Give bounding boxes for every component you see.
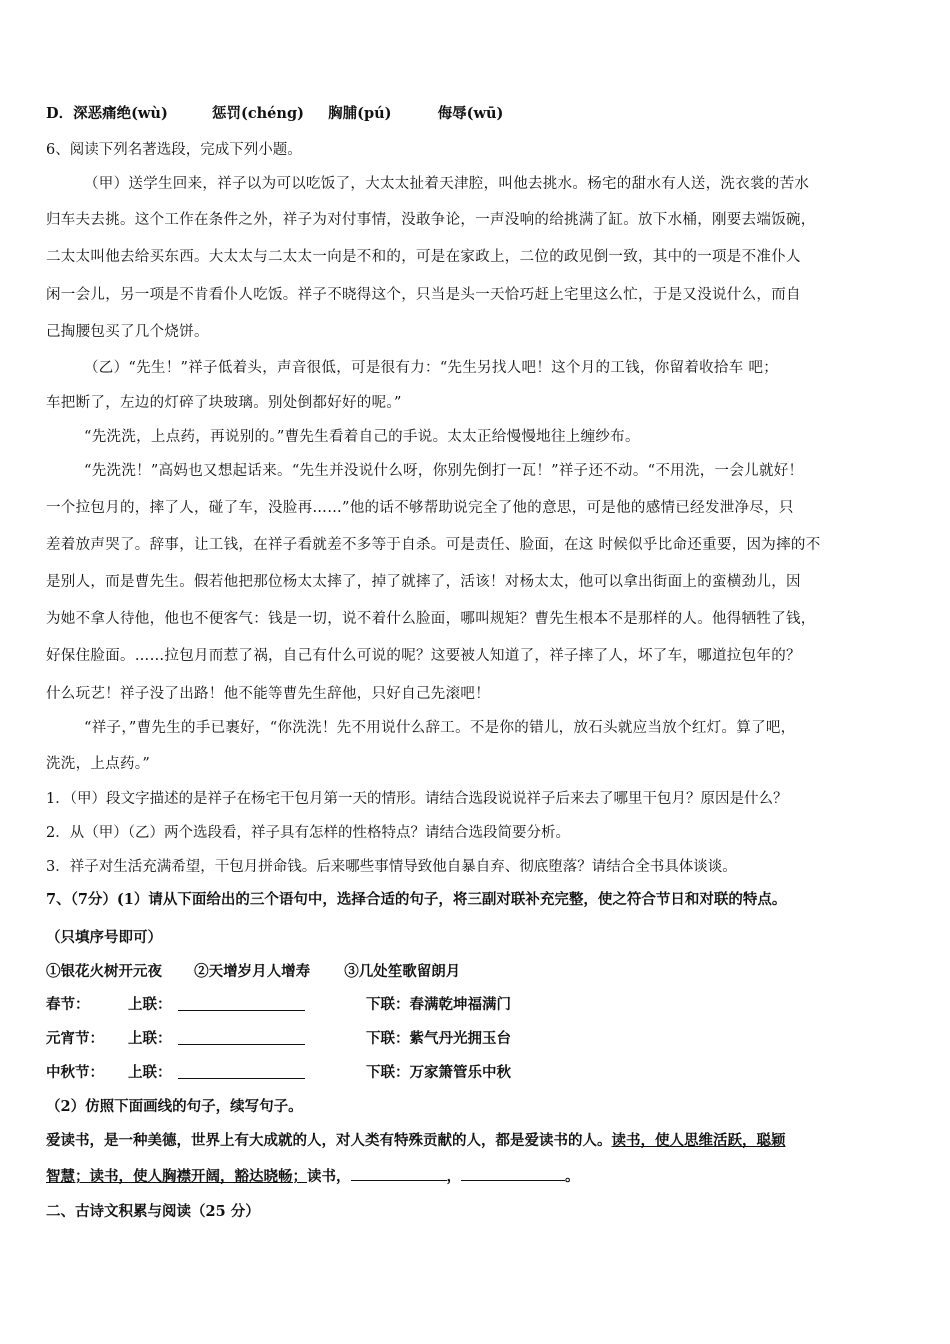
jia-line-3: 二太太叫他去给买东西。大太太与二太太一向是不和的，可是在家政上，二位的政见倒一致，其中的一项是不准仆人: [46, 249, 801, 265]
upper-couplet-label: 上联：: [128, 996, 172, 1013]
option-d-line: [46, 102, 503, 123]
section-2-heading: 二、古诗文积累与阅读（25 分）: [46, 1203, 260, 1220]
q6-question-2: 2．从（甲）（乙）两个选段看，祥子具有怎样的性格特点？请结合选段简要分析。: [46, 825, 570, 841]
yi-line-11: “祥子，”曹先生的手已裹好，“你洗洗！先不用说什么辞工。不是你的错儿，放石头就应当放个红灯。算了吧，: [84, 720, 796, 736]
jia-line-4: 闲一会儿，另一项是不肯看仆人吃饭。祥子不晓得这个，只当是头一天恰巧赶上宅里这么忙，于是又没说什么，而自: [46, 287, 801, 303]
q7-part2: （2）仿照下面画线的句子，续写句子。: [46, 1098, 303, 1115]
option-d-word3: 胸脯(pú): [328, 105, 392, 122]
continue-blank-2[interactable]: [461, 1166, 565, 1181]
comma: ，: [446, 1168, 461, 1185]
yi-line-12: 洗洗，上点药。”: [46, 756, 151, 772]
festival-label: 中秋节：: [46, 1064, 104, 1081]
imitation-para-line-2: [46, 1165, 580, 1186]
yi-line-5: 一个拉包月的，摔了人，碰了车，没脸再……”他的话不够帮助说完全了他的意思，可是他的感情已经发泄净尽，只: [46, 500, 794, 516]
q7-options: [46, 960, 460, 981]
lower-couplet: 下联：紫气丹光拥玉台: [366, 1030, 511, 1047]
option-d-word2: 惩罚(chéng): [211, 105, 304, 122]
period: 。: [565, 1168, 580, 1185]
imitation-lead: 爱读书，是一种美德，世界上有大成就的人，对人类有特殊贡献的人，都是爱读书的人。: [46, 1132, 612, 1149]
jia-line-1: （甲）送学生回来，祥子以为可以吃饭了，大太太扯着天津腔，叫他去挑水。杨宅的甜水有人送，洗衣裳的苦水: [84, 176, 810, 192]
jia-line-2: 归车夫去挑。这个工作在条件之外，祥子为对付事情，没敢争论，一声没响的给挑满了缸。放下水桶，刚要去端饭碗，: [46, 212, 816, 228]
yi-line-8: 为她不拿人待他，他也不便客气：钱是一切，说不着什么脸面，哪叫规矩？曹先生根本不是那样的人。他得牺牲了钱，: [46, 611, 816, 627]
option-d-word4: 侮辱(wū): [437, 105, 504, 122]
festival-label: 元宵节：: [46, 1030, 104, 1047]
q7-option-3: ③几处笙歌留朗月: [344, 963, 461, 980]
continue-blank-1[interactable]: [351, 1166, 447, 1181]
jia-line-5: 己掏腰包买了几个烧饼。: [46, 324, 209, 340]
q6-question-1: 1．（甲）段文字描述的是祥子在杨宅干包月第一天的情形。请结合选段说说祥子后来去了哪里干包月？原因是什么？: [46, 791, 788, 807]
underlined-sentence-cont: 智慧；读书，使人胸襟开阔，豁达晓畅；: [46, 1168, 307, 1185]
yi-line-6: 差着放声哭了。辞事，让工钱，在祥子看就差不多等于自杀。可是责任、脸面，在这 时候似乎比命还重要，因为摔的不: [46, 537, 821, 553]
yi-line-1: （乙）“先生！”祥子低着头，声音很低，可是很有力：“先生另找人吧！这个月的工钱，你留着收拾车 吧；: [84, 360, 779, 376]
upper-couplet-label: 上联：: [128, 1064, 172, 1081]
upper-couplet-blank[interactable]: [178, 1030, 305, 1045]
imitation-para-line-1: [46, 1129, 786, 1150]
festival-label: 春节：: [46, 996, 90, 1013]
continue-prompt: 读书，: [307, 1168, 351, 1185]
yi-line-7: 是别人，而是曹先生。假若他把那位杨太太摔了，掉了就摔了，活该！对杨太太，他可以拿出街面上的蛮横劲儿，因: [46, 574, 801, 590]
q7-option-1: ①银花火树开元夜: [46, 963, 162, 980]
yi-line-10: 什么玩艺！祥子没了出路！他不能等曹先生辞他，只好自己先滚吧！: [46, 686, 490, 702]
yi-line-9: 好保住脸面。……拉包月而惹了祸，自己有什么可说的呢？这要被人知道了，祥子摔了人，坏了车，哪道拉包年的？: [46, 648, 801, 664]
yi-line-2: 车把断了，左边的灯碎了块玻璃。别处倒都好好的呢。”: [46, 395, 402, 411]
upper-couplet-label: 上联：: [128, 1030, 172, 1047]
option-d-word1: D．深恶痛绝(wù): [46, 105, 168, 122]
underlined-sentence: 读书，使人思维活跃，聪颖: [611, 1132, 786, 1149]
lower-couplet: 下联：万家箫管乐中秋: [366, 1064, 511, 1081]
upper-couplet-blank[interactable]: [178, 1064, 305, 1079]
q7-option-2: ②天增岁月人增寿: [194, 963, 311, 980]
lower-couplet: 下联：春满乾坤福满门: [366, 996, 511, 1013]
yi-line-3: “先洗洗，上点药，再说别的。”曹先生看着自己的手说。太太正给慢慢地往上缠纱布。: [84, 429, 640, 445]
upper-couplet-blank[interactable]: [178, 996, 305, 1011]
q7-title: 7、（7分）(1）请从下面给出的三个语句中，选择合适的句子，将三副对联补充完整，使之符合节日和对联的特点。: [46, 891, 787, 908]
q7-hint: （只填序号即可）: [46, 929, 162, 946]
yi-line-4: “先洗洗！”高妈也又想起话来。“先生并没说什么呀，你别先倒打一瓦！”祥子还不动。“不用洗，一会儿就好！: [84, 463, 804, 479]
q6-intro: 6、阅读下列名著选段，完成下列小题。: [46, 142, 302, 158]
q6-question-3: 3．祥子对生活充满希望，干包月拼命钱。后来哪些事情导致他自暴自弃、彻底堕落？请结合全书具体谈谈。: [46, 859, 737, 875]
